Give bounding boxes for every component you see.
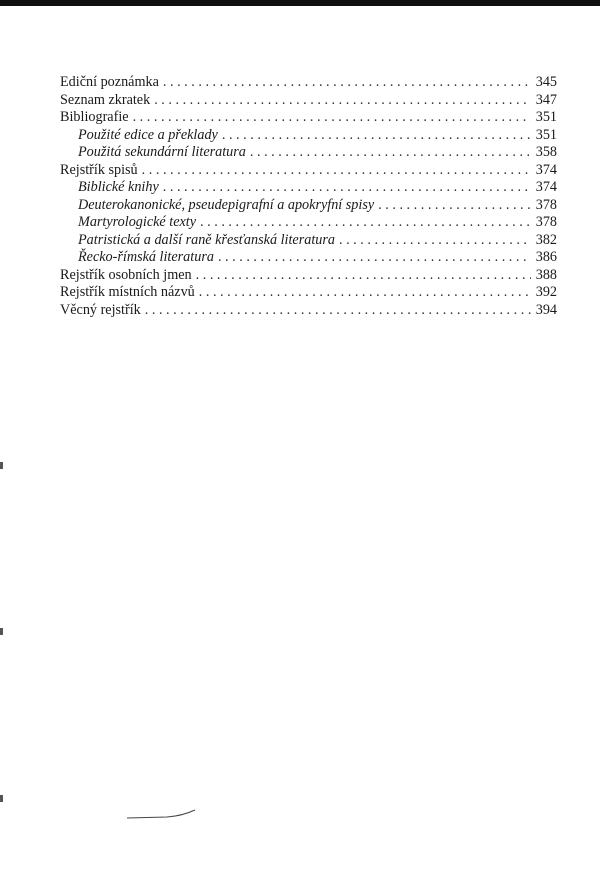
dot-leader bbox=[339, 232, 531, 250]
toc-entry-title: Biblické knihy bbox=[78, 179, 159, 195]
dot-leader bbox=[218, 249, 531, 267]
toc-entry-title: Rejstřík spisů bbox=[60, 161, 138, 178]
scan-edge-top bbox=[0, 0, 600, 6]
toc-entry[interactable] bbox=[60, 267, 557, 285]
dot-leader bbox=[142, 162, 531, 180]
toc-entry-title: Řecko-římská literatura bbox=[78, 249, 214, 265]
toc-subentry[interactable] bbox=[60, 214, 557, 232]
toc-subentry[interactable] bbox=[60, 249, 557, 267]
toc-entry-title: Ediční poznámka bbox=[60, 74, 159, 90]
toc-entry[interactable] bbox=[60, 284, 557, 302]
dot-leader bbox=[154, 92, 531, 110]
toc-entry[interactable] bbox=[60, 302, 557, 320]
dot-leader bbox=[378, 197, 531, 215]
pencil-mark bbox=[127, 808, 197, 820]
dot-leader bbox=[222, 127, 531, 145]
toc-entry[interactable] bbox=[60, 92, 557, 110]
dot-leader bbox=[196, 267, 531, 285]
toc-entry-title: Použitá sekundární literatura bbox=[78, 144, 246, 160]
dot-leader bbox=[250, 144, 531, 162]
scan-edge-mark bbox=[0, 795, 3, 802]
toc-entry-page: 345 bbox=[535, 74, 557, 90]
toc-subentry[interactable] bbox=[60, 232, 557, 250]
toc-entry-title: Deuterokanonické, pseudepigrafní a apokryfní spisy bbox=[78, 196, 375, 213]
toc-subentry[interactable] bbox=[60, 127, 557, 145]
dot-leader bbox=[199, 284, 531, 302]
toc-entry-page: 394 bbox=[535, 301, 557, 318]
toc-entry[interactable] bbox=[60, 109, 557, 127]
toc-entry-page: 392 bbox=[535, 284, 557, 300]
toc-subentry[interactable] bbox=[60, 144, 557, 162]
toc-entry-title: Použité edice a překlady bbox=[78, 126, 218, 143]
toc-subentry[interactable] bbox=[60, 179, 557, 197]
toc-entry-page: 351 bbox=[535, 109, 557, 125]
scan-edge-mark bbox=[0, 462, 3, 469]
dot-leader bbox=[133, 109, 531, 127]
toc-entry-title: Rejstřík místních názvů bbox=[60, 284, 195, 300]
toc-entry-title: Seznam zkratek bbox=[60, 91, 151, 108]
toc-entry-page: 378 bbox=[535, 196, 557, 213]
dot-leader bbox=[163, 74, 531, 92]
toc-entry-page: 382 bbox=[535, 231, 557, 248]
toc-entry-page: 374 bbox=[535, 179, 557, 195]
toc-entry[interactable] bbox=[60, 74, 557, 92]
toc-entry-page: 358 bbox=[535, 144, 557, 160]
dot-leader bbox=[200, 214, 531, 232]
toc-entry-title: Martyrologické texty bbox=[78, 214, 197, 230]
toc-entry-title: Rejstřík osobních jmen bbox=[60, 266, 192, 283]
toc-entry-page: 386 bbox=[535, 249, 557, 265]
toc-entry-page: 351 bbox=[535, 126, 557, 143]
dot-leader bbox=[145, 302, 531, 320]
toc-entry-title: Patristická a další raně křesťanská literatura bbox=[78, 231, 335, 248]
toc-entry[interactable] bbox=[60, 162, 557, 180]
toc-entry-title: Věcný rejstřík bbox=[60, 301, 141, 318]
toc-entry-title: Bibliografie bbox=[60, 109, 129, 125]
toc-entry-page: 378 bbox=[535, 214, 557, 230]
toc-entry-page: 374 bbox=[535, 161, 557, 178]
table-of-contents bbox=[60, 74, 557, 319]
toc-entry-page: 347 bbox=[535, 91, 557, 108]
toc-subentry[interactable] bbox=[60, 197, 557, 215]
toc-entry-page: 388 bbox=[535, 266, 557, 283]
dot-leader bbox=[163, 179, 531, 197]
scan-edge-mark bbox=[0, 628, 3, 635]
